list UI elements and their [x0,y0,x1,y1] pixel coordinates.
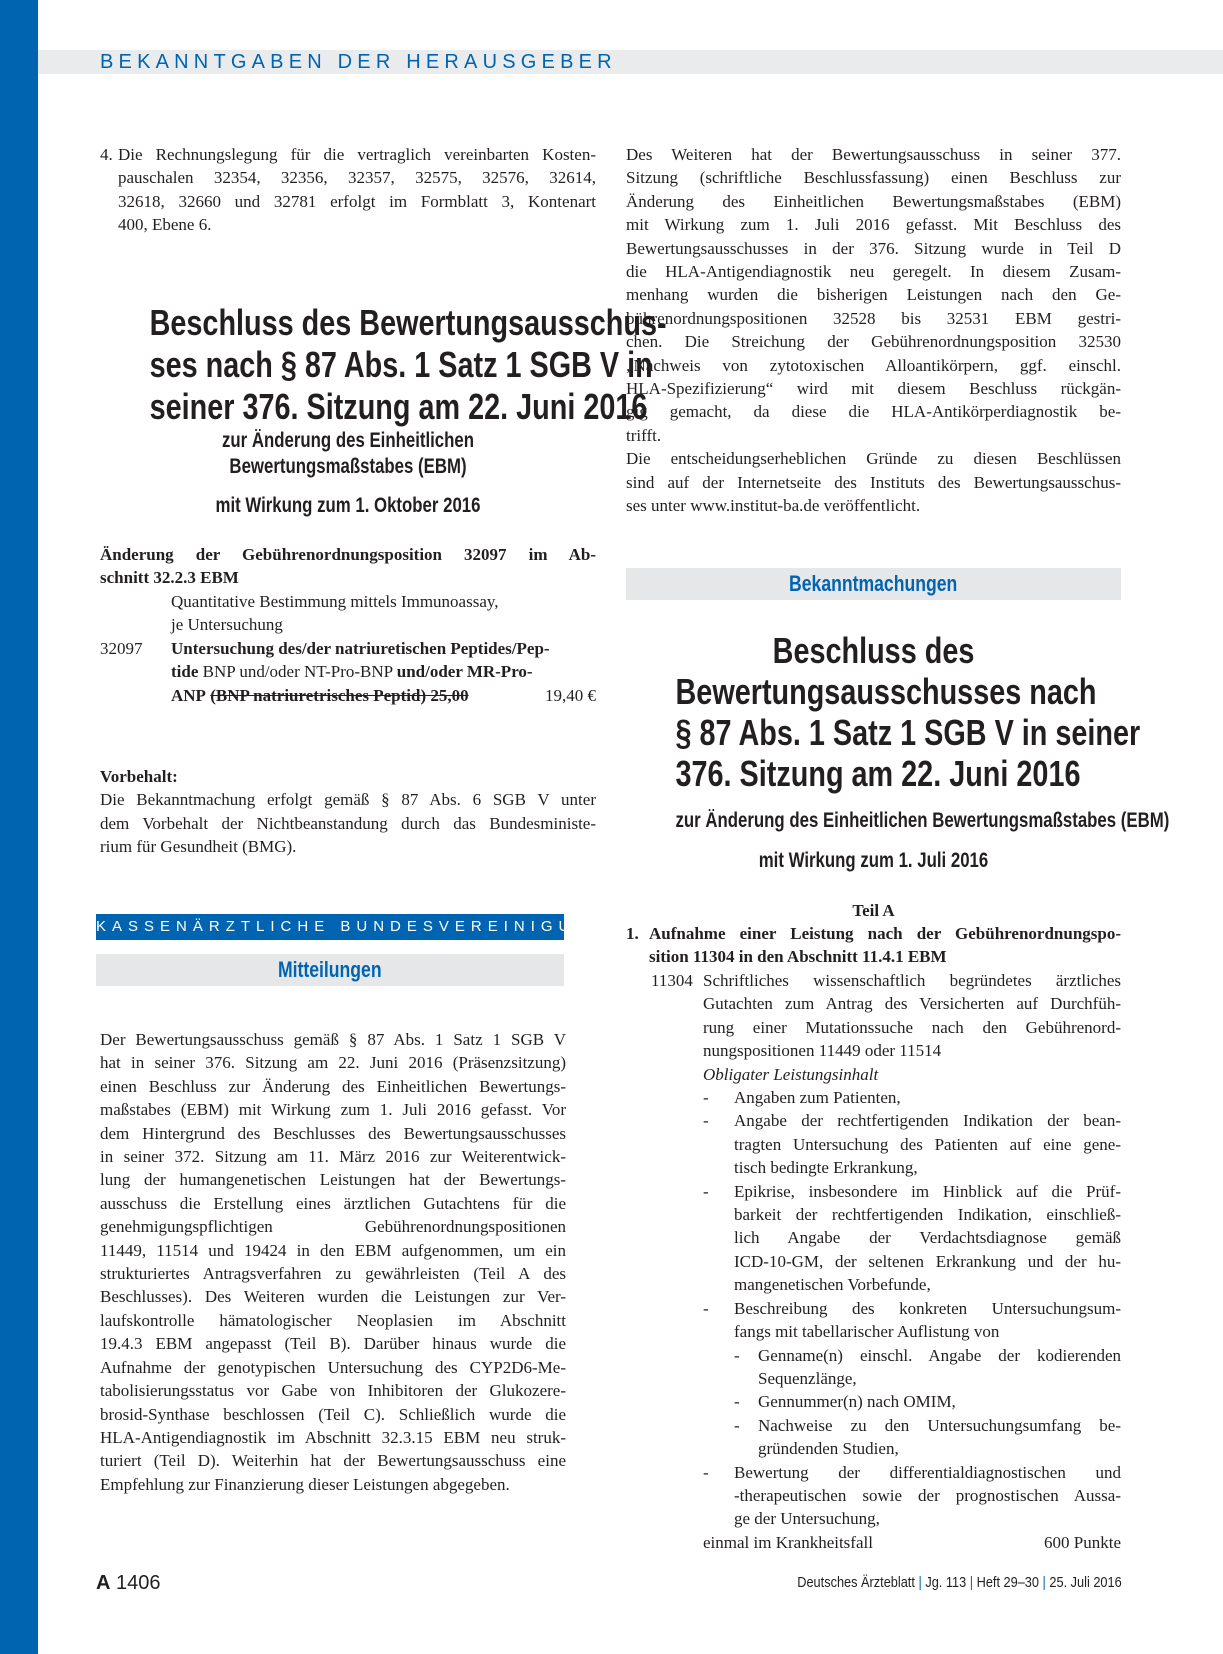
fee-price: 19,40 € [545,685,596,705]
list-item: - Angaben zum Patienten, [703,1088,901,1108]
resolution-title-right: Beschluss des Bewertungsausschusses nach § 87 Abs. 1 Satz 1 SGB V in seiner 376. Sitzung am 22. Juni 2016 [675,630,1141,794]
resolution-subtitle: zur Änderung des Einheitlichen Bewertungsmaßstabes (EBM) [221,429,475,478]
struck-text: (BNP natriuretrisches Peptid) 25,00 [210,685,469,705]
list-item-4 [100,143,596,237]
journal-name: Deutsches Ärzteblatt [797,1574,916,1591]
issue-date: 25. Juli 2016 [1049,1574,1122,1591]
mitteilungen-body: Der Bewertungsausschuss gemäß § 87 Abs. 1 Satz 1 SGB V hat in seiner 376. Sitzung am 22. Juni 2016 (Präsenzsitzung) einen Beschluss zur Änderung des Einheitlichen Bewertungs- maßstabes (EBM) mit Wirkung zum 1. Juli 2016 gefasst. Vor dem Hintergrund des Beschlusses des Bewertungsausschusses in seiner 372. Sitzung am 11. März 2016 zur Weiterentwick- lung der humangenetischen Leistungen hat der Bewertungs- ausschuss die Erstellung eines ärztlichen Gutachtens für die genehmigungspflichtigen Gebührenordnungspositionen 11449, 11514 und 19424 in den EBM aufgenommen, um ein strukturiertes Antragsverfahren zu gewährleisten (Teil A des Beschlusses). Des Weiteren wurden die Leistungen zur Ver- laufskontrolle hämatologischer Neoplasien im Abschnitt 19.4.3 EBM angepasst (Teil B). Darüber hinaus wurde die Aufnahme der genotypischen Untersuchung des CYP2D6-Me- tabolisierungsstatus vor Gabe von Inhibitoren der Glukozere- brosid-Synthase beschlossen (Teil C). Schließlich wurde die HLA-Antigendiagnostik im Abschnitt 32.3.15 EBM neu struk- turiert (Teil D). Weiterhin hat der Bewertungsausschuss eine Empfehlung zur Finanzierung dieser Leistungen abgegeben. [100,1030,566,1494]
change-description: Quantitative Bestimmung mittels Immunoassay, je Untersuchung [171,592,499,635]
mitteilungen-bar: Mitteilungen [96,954,564,986]
item-text: Die Rechnungslegung für die vertraglich vereinbarten Kosten- pauschalen 32354, 32356, 32357, 32575, 32576, 32614, 32618, 32660 und 32781 erfolgt im Formblatt 3, Kontenart 400, Ebene 6. [118,145,596,235]
intro-paragraph: Des Weiteren hat der Bewertungsausschuss in seiner 377. Sitzung (schriftliche Beschlussfassung) einen Beschluss zur Änderung des Einheitlichen Bewertungsmaßstabes (EBM) mit Wirkung zum 1. Juli 2016 gefasst. Mit Beschluss des Bewertungsausschusses in der 376. Sitzung wurde in Teil D die HLA-Antigendiagnostik neu geregelt. In diesem Zusam- menhang wurden die bisherigen Leistungen nach den Ge- bührenordnungspositionen 32528 bis 32531 EBM gestri- chen. Die Streichung der Gebührenordnungsposition 32530 „Nachweis von zytotoxischen Alloantikörpern, ggf. einschl. HLA-Spezifizierung“ wird mit diesem Beschluss rückgän- gig gemacht, da diese die HLA-Antikörperdiagnostik be- trifft. Die entscheidungserheblichen Gründe zu diesen Beschlüssen sind auf der Internetseite des Instituts des Bewertungsausschus- ses unter www.institut-ba.de veröffentlicht. [626,145,1121,516]
kbv-section-bar: KASSENÄRZTLICHE BUNDESVEREINIGUNG [96,914,564,940]
resolution-subtitle-right: zur Änderung des Einheitlichen Bewertungsmaßstabes (EBM) [675,809,1170,832]
teil-a-heading: Teil A [852,901,895,920]
list-item: - Beschreibung des konkreten Untersuchungsum- fangs mit tabellarischer Auflistung von [703,1298,1121,1342]
sub-list-item: - Gennummer(n) nach OMIM, [734,1392,956,1412]
section-title: BEKANNTGABEN DER HERAUSGEBER [100,51,617,73]
item-number: 4. [100,145,113,164]
issue: Heft 29–30 [976,1574,1040,1591]
reservation-heading: Vorbehalt: [100,767,178,786]
resolution-effective-right: mit Wirkung zum 1. Juli 2016 [758,849,989,872]
resolution-title: Beschluss des Bewertungsausschus- ses nach § 87 Abs. 1 Satz 1 SGB V in seiner 376. Sitzung am 22. Juni 2016 [149,302,667,427]
reservation: Vorbehalt: Die Bekanntmachung erfolgt gemäß § 87 Abs. 6 SGB V unter dem Vorbehalt der Nichtbeanstandung durch das Bundesministe- rium für Gesundheit (BMG). [100,767,596,857]
obligatory-content-label: Obligater Leistungsinhalt [703,1064,879,1084]
list-item: - Angabe der rechtfertigenden Indikation der bean- tragten Untersuchung des Patienten auf eine gene- tisch bedingte Erkrankung, [703,1111,1121,1178]
page-number: A 1406 [96,1572,161,1594]
list-item: - Bewertung der differentialdiagnostischen und -therapeutischen sowie der prognostischen Aussa- ge der Untersuchung, [703,1462,1121,1529]
list-item: - Epikrise, insbesondere im Hinblick auf die Prüf- barkeit der rechtfertigenden Indikation, einschließ- lich Angabe der Verdachtsdiagnose gemäß ICD-10-GM, der seltenen Erkrankung und der hu- mangenetischen Vorbefunde, [703,1181,1121,1295]
fee-position-32097: 32097 Untersuchung des/der natriuretischen Peptides/Pep- tide BNP und/oder NT-Pro-BNP und/oder MR-Pro- ANP (BNP natriuretrisches Peptid) 25,00 19,40 € [100,637,596,707]
frequency-row [703,1531,1121,1554]
fee-position-11304: 11304 Schriftliches wissenschaftlich begründetes ärztliches Gutachten zum Antrag des Versicherten auf Durchfüh- rung einer Mutationssuche nach den Gebührenord- nungspositionen 11449 oder 11514 Obligater Leistungsinhalt - Angaben zum Patienten, - Angabe der rechtfertigenden Indikation der bean- tragten Untersuchung des Patienten auf eine gene- tisch bedingte Erkrankung, - Epikrise, insbesondere im Hinblick auf die Prüf- barkeit der rechtfertigenden Indikation, einschließ- lich Angabe der Verdachtsdiagnose gemäß ICD-10-GM, der seltenen Erkrankung und der hu- mangenetischen Vorbefunde, - Beschreibung des konkreten Untersuchungsum- fangs mit tabellarischer Auflistung von - Genname(n) einschl. Angabe der kodierenden Sequenzlänge, - Gennummer(n) nach OMIM, - Nachweise zu den Untersuchungsumfang be- gründenden Studien, - Bewertung der differentialdiagnostischen und -therapeutischen sowie der prognostischen Aussa- ge der Untersuchung, einmal im Krankheitsfall 600 Punkte [651,969,1121,1554]
volume: Jg. 113 [925,1574,967,1591]
sidebar-accent-bar [0,0,38,1654]
sub-list-item: - Nachweise zu den Untersuchungsumfang be- gründenden Studien, [734,1415,1121,1459]
change-heading: Änderung der Gebührenordnungsposition 32097 im Ab- schnitt 32.2.3 EBM [100,545,596,588]
bekanntmachungen-bar: Bekanntmachungen [626,568,1121,600]
sub-list-item: - Genname(n) einschl. Angabe der kodierenden Sequenzlänge, [734,1345,1121,1388]
journal-info: Deutsches Ärzteblatt | Jg. 113 | Heft 29–30 | 25. Juli 2016 [797,1574,1122,1591]
fee-code: 32097 [100,639,143,658]
point-1-heading: 1. Aufnahme einer Leistung nach der Gebührenordnungspo- sition 11304 in den Abschnitt 11.4.1 EBM [626,924,1121,967]
frequency: einmal im Krankheitsfall [703,1532,873,1552]
resolution-effective-date: mit Wirkung zum 1. Oktober 2016 [215,494,481,517]
fee-code: 11304 [651,971,693,990]
points: 600 Punkte [1044,1532,1121,1552]
